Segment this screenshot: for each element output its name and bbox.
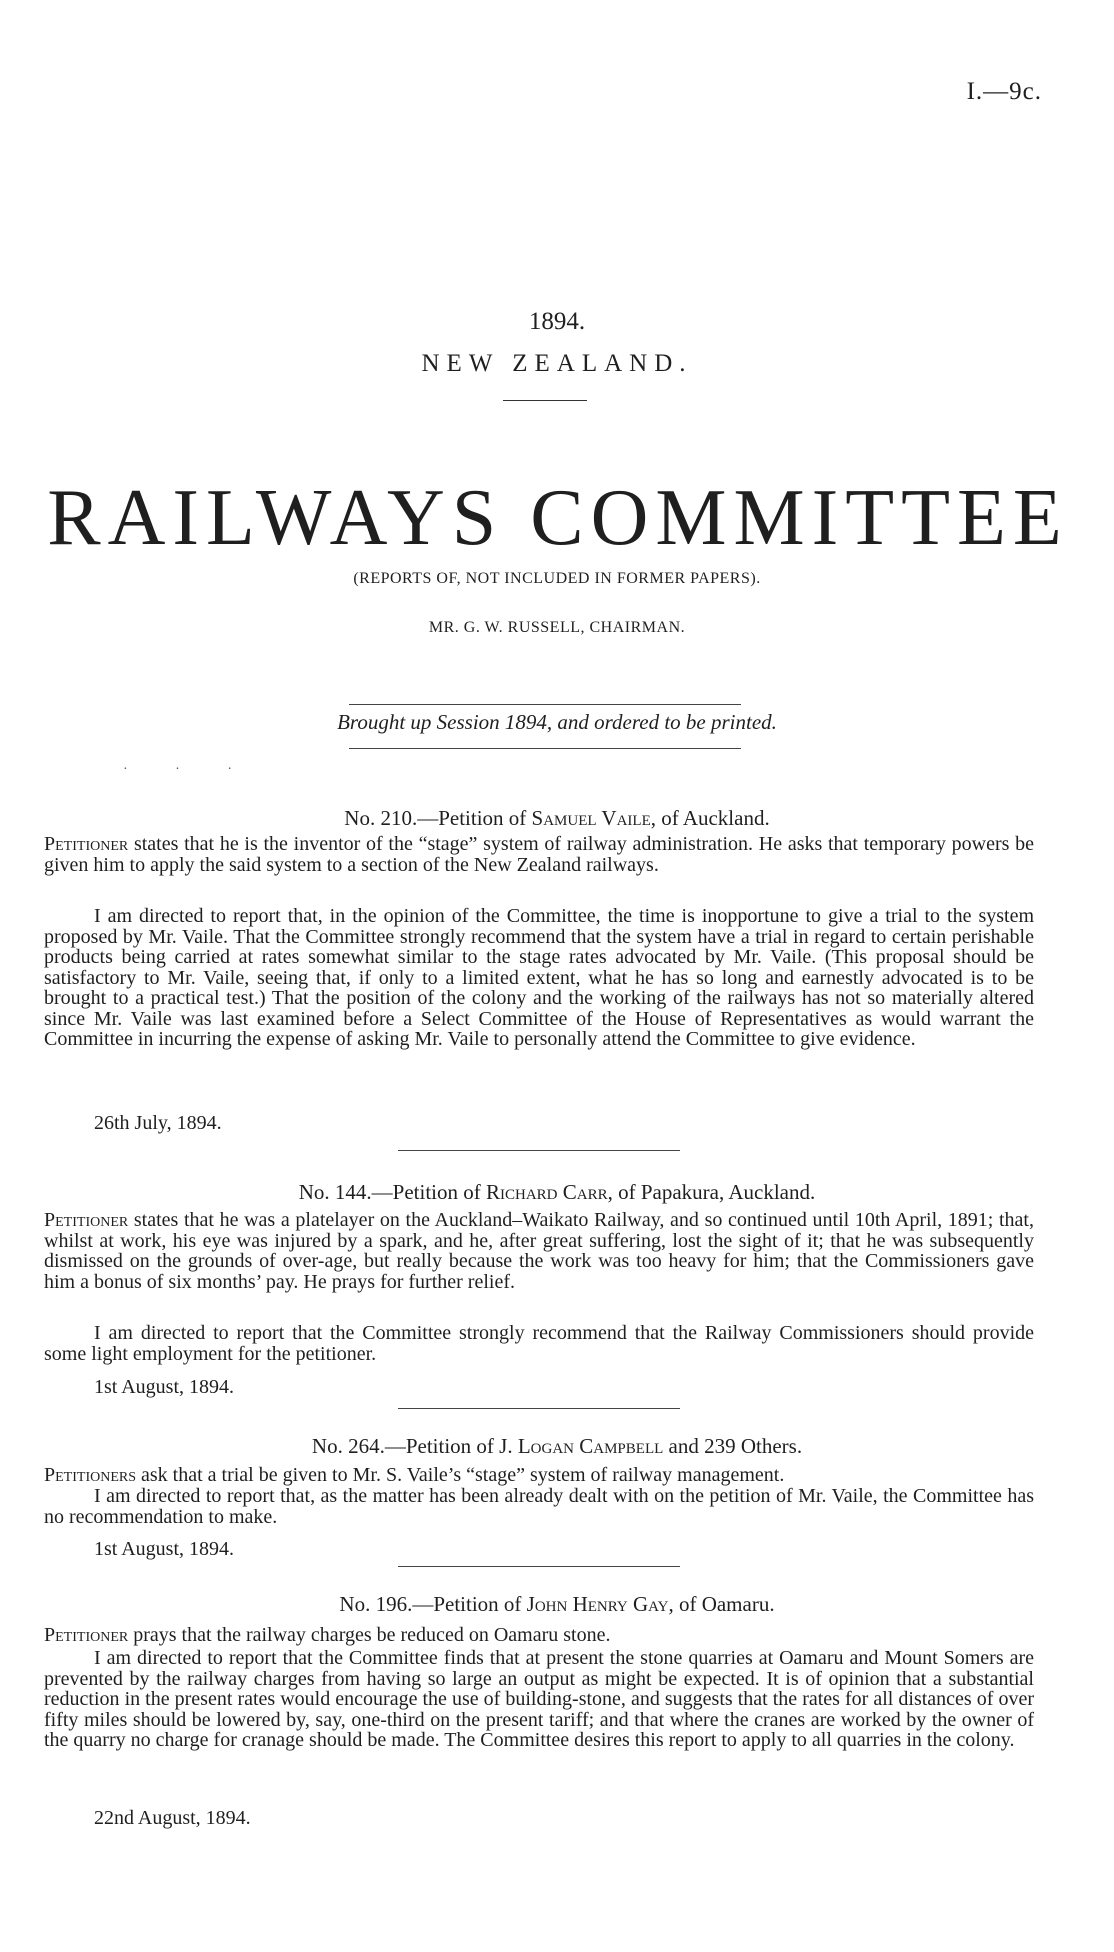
report-date: 1st August, 1894. (94, 1538, 235, 1560)
report-date: 26th July, 1894. (94, 1112, 222, 1134)
decorative-dots: · · · (123, 762, 254, 777)
committee-report: I am directed to report that, in the opinion of the Committee, the time is inopportune to give a trial to the system proposed by Mr. Vaile. That the Committee strongly recommend that the system have a trial in regard to certain perishable products being carried at rates somewhat similar to the stage rates advocated by Mr. Vaile. (This proposal should be satisfactory to Mr. Vaile, seeing that, if only to a limited extent, what he has so long and earnestly advocated is to be brought to a practical test.) That the position of the colony and the working of the railways has not so materially altered since Mr. Vaile was last examined before a Select Committee of the House of Representatives as would warrant the Committee in incurring the expense of asking Mr. Vaile to personally attend the Committee to give evidence. (44, 905, 1034, 1050)
petition-statement: Petitioner states that he is the inventor of the “stage” system of railway administration. He asks that temporary powers be given him to apply the said system to a section of the New Zealand railways. (44, 833, 1034, 876)
petition-heading: No. 210.—Petition of Samuel Vaile, of Auckland. (344, 806, 770, 830)
petition-heading: No. 196.—Petition of John Henry Gay, of Oamaru. (339, 1592, 775, 1616)
brought-up-line: Brought up Session 1894, and ordered to be printed. (337, 710, 777, 734)
chairman-line: MR. G. W. RUSSELL, CHAIRMAN. (428, 619, 686, 636)
petition-heading: No. 144.—Petition of Richard Carr, of Papakura, Auckland. (298, 1180, 816, 1204)
year: 1894. (528, 308, 586, 335)
report-date: 22nd August, 1894. (94, 1807, 251, 1829)
petition-statement: Petitioner states that he was a platelayer on the Auckland–Waikato Railway, and so continued until 10th April, 1891; that, whilst at work, his eye was injured by a spark, and he, after great suffering, lost the sight of it; that he was subsequently dismissed on the grounds of over-age, but really because the work was too heavy for him; that the Commissioners gave him a bonus of six months’ pay. He prays for further relief. (44, 1209, 1034, 1293)
divider (349, 748, 741, 749)
committee-report: I am directed to report that the Committee strongly recommend that the Railway Commissioners should provide some light employment for the petitioner. (44, 1322, 1034, 1365)
petition-statement: Petitioner prays that the railway charges be reduced on Oamaru stone. (44, 1624, 611, 1646)
petition-statement: Petitioners ask that a trial be given to Mr. S. Vaile’s “stage” system of railway management. (44, 1464, 785, 1486)
section-divider (398, 1408, 680, 1409)
document-subtitle: (REPORTS OF, NOT INCLUDED IN FORMER PAPERS). (353, 570, 761, 587)
section-divider (398, 1566, 680, 1567)
paper-reference: I.—9c. (966, 78, 1042, 105)
country: NEW ZEALAND. (421, 350, 693, 377)
committee-report: I am directed to report that, as the matter has been already dealt with on the petition of Mr. Vaile, the Committee has no recommendation to make. (44, 1485, 1034, 1528)
committee-report: I am directed to report that the Committee finds that at present the stone quarries at Oamaru and Mount Somers are prevented by the railway charges from having so large an output as might be expected. It is of opinion that a substantial reduction in the present rates would encourage the use of building-stone, and suggests that the rates for all distances of over fifty miles should be lowered by, say, one-third on the present tariff; and that where the cranes are worked by the owner of the quarry no charge for cranage should be made. The Committee desires this report to apply to all quarries in the colony. (44, 1647, 1034, 1751)
petition-heading: No. 264.—Petition of J. Logan Campbell and 239 Others. (311, 1434, 803, 1458)
report-date: 1st August, 1894. (94, 1376, 235, 1398)
divider (349, 704, 741, 705)
section-divider (398, 1150, 680, 1151)
document-title: RAILWAYS COMMITTEE (47, 474, 1069, 562)
divider (503, 400, 587, 401)
